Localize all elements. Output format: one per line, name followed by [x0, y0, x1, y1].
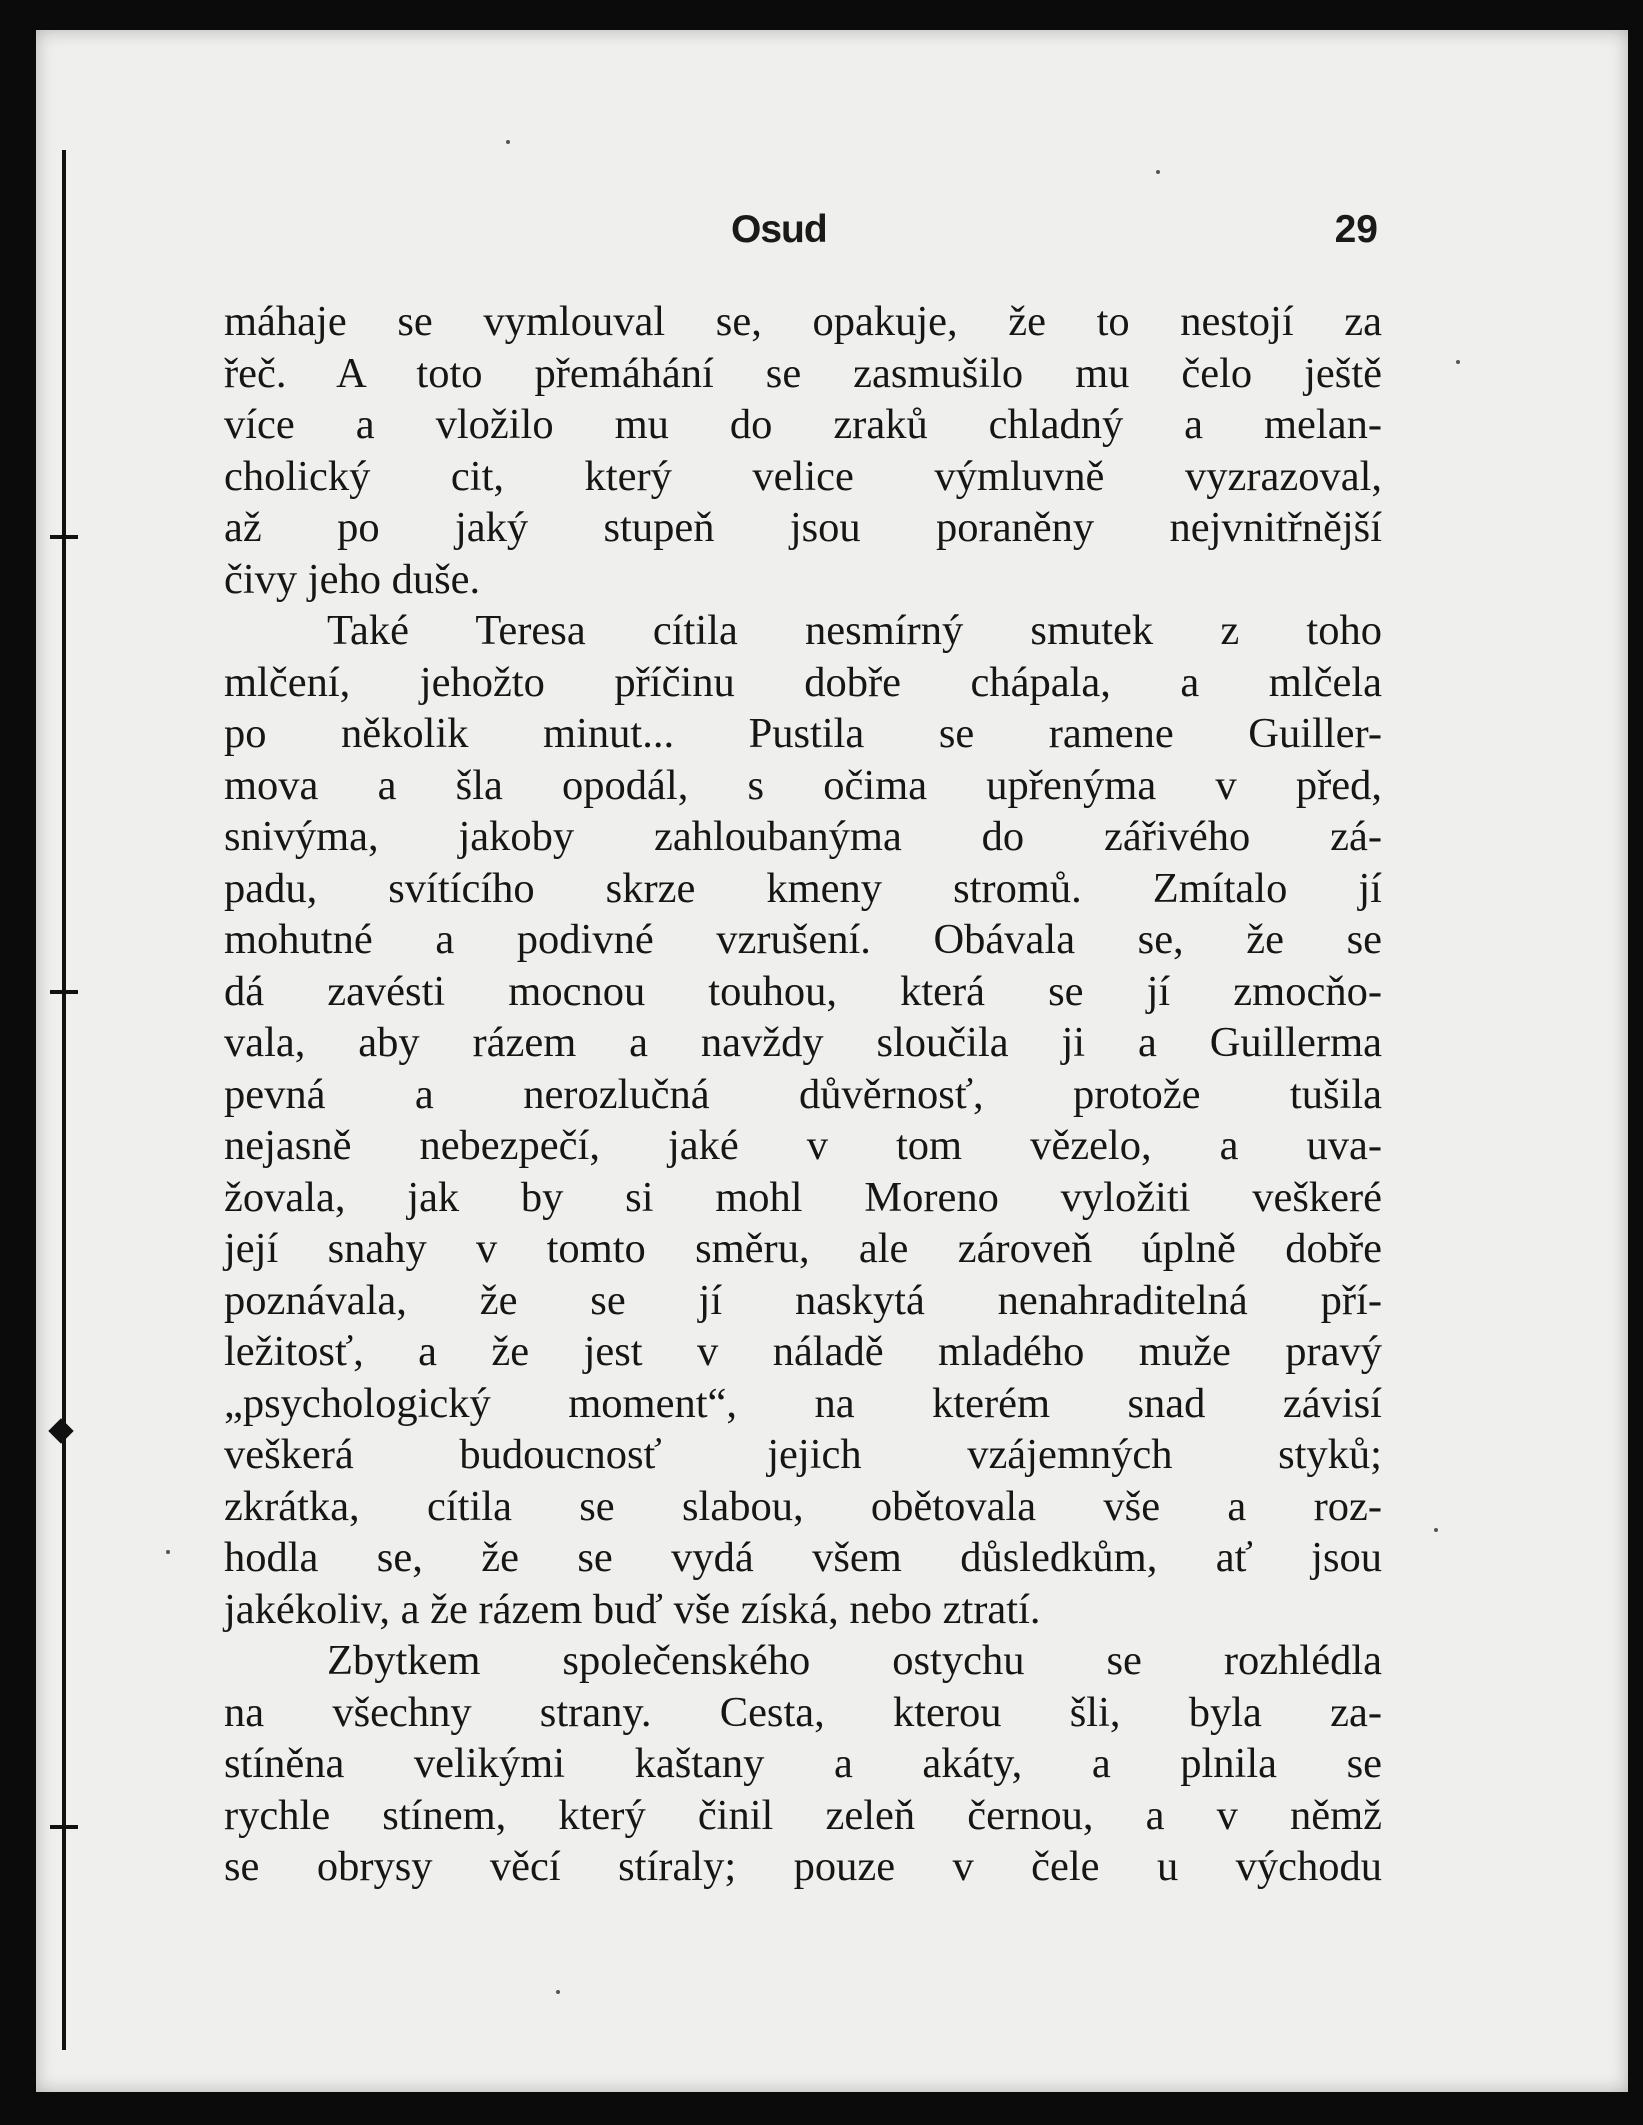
page-number: 29	[1334, 208, 1378, 251]
text-line: více a vložilo mu do zraků chladný a melan-	[224, 401, 1382, 448]
scan-speck	[506, 140, 510, 144]
scan-speck	[556, 1990, 560, 1994]
body-text	[224, 296, 1382, 1893]
running-title: Osud	[731, 208, 827, 251]
edge-diamond-mark	[48, 1418, 73, 1443]
scan-speck	[1434, 1528, 1438, 1532]
text-line: na všechny strany. Cesta, kterou šli, byla za-	[224, 1688, 1382, 1736]
text-line: její snahy v tomto směru, ale zároveň úplně dobře	[224, 1225, 1382, 1272]
text-line: čivy jeho duše.	[224, 555, 481, 603]
scan-speck	[166, 1550, 170, 1554]
text-line: nejasně nebezpečí, jaké v tom vězelo, a uva-	[224, 1122, 1382, 1169]
text-line: zkrátka, cítila se slabou, obětovala vše a roz-	[224, 1482, 1382, 1530]
text-line: hodla se, že se vydá všem důsledkům, ať jsou	[224, 1534, 1382, 1581]
text-line: žovala, jak by si mohl Moreno vyložiti veškeré	[224, 1173, 1382, 1221]
text-line: ležitosť, a že jest v náladě mladého muže pravý	[224, 1328, 1382, 1375]
text-line: dá zavésti mocnou touhou, která se jí zmocňo-	[224, 967, 1382, 1015]
text-line: pevná a nerozlučná důvěrnosť, protože tušila	[224, 1070, 1382, 1118]
text-line: Také Teresa cítila nesmírný smutek z toho	[327, 607, 1382, 654]
text-line: řeč. A toto přemáhání se zasmušilo mu čelo ještě	[224, 349, 1382, 397]
text-line: po několik minut... Pustila se ramene Guiller-	[224, 710, 1382, 757]
text-line: padu, svítícího skrze kmeny stromů. Zmítalo jí	[224, 864, 1382, 912]
text-line: „psychologický moment“, na kterém snad závisí	[224, 1379, 1382, 1427]
text-line: jakékoliv, a že rázem buď vše získá, nebo ztratí.	[224, 1585, 1041, 1633]
text-line: až po jaký stupeň jsou poraněny nejvnitřnější	[224, 504, 1382, 551]
edge-mark	[50, 535, 78, 539]
page-edge-rule	[62, 150, 66, 2050]
book-page	[36, 30, 1628, 2092]
text-line: cholický cit, který velice výmluvně vyzrazoval,	[224, 452, 1382, 500]
text-line: stíněna velikými kaštany a akáty, a plnila se	[224, 1740, 1382, 1787]
text-line: mohutné a podivné vzrušení. Obávala se, že se	[224, 916, 1382, 963]
text-line: mova a šla opodál, s očima upřenýma v před,	[224, 761, 1382, 809]
text-line: rychle stínem, který činil zeleň černou, a v němž	[224, 1791, 1382, 1839]
text-line: vala, aby rázem a navždy sloučila ji a Guillerma	[224, 1019, 1382, 1066]
scan-speck	[1156, 170, 1160, 174]
edge-mark	[50, 1825, 78, 1829]
text-line: Zbytkem společenského ostychu se rozhlédla	[327, 1637, 1382, 1684]
text-line: veškerá budoucnosť jejich vzájemných styků;	[224, 1431, 1382, 1478]
text-line: se obrysy věcí stíraly; pouze v čele u východu	[224, 1843, 1382, 1890]
text-line: snivýma, jakoby zahloubanýma do zářivého zá-	[224, 813, 1382, 860]
page-header	[36, 208, 1628, 258]
scan-speck	[1456, 360, 1460, 364]
text-line: mlčení, jehožto příčinu dobře chápala, a mlčela	[224, 658, 1382, 706]
text-line: poznávala, že se jí naskytá nenahraditelná pří-	[224, 1276, 1382, 1324]
text-line: máhaje se vymlouval se, opakuje, že to nestojí za	[224, 298, 1382, 345]
edge-mark	[50, 990, 78, 994]
